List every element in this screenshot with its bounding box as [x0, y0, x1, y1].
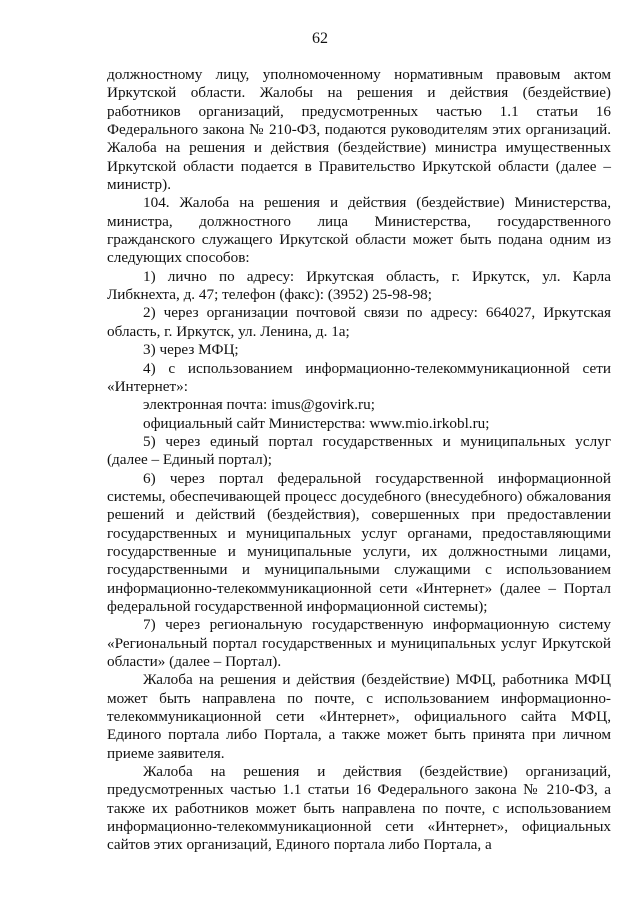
list-item-5: 5) через единый портал государственных и муниципальных услуг (далее – Единый портал);	[107, 432, 611, 469]
paragraph-continuation: должностному лицу, уполномоченному нормативным правовым актом Иркутской области. Жалобы на решения и действия (бездействие) работников организаций, предусмотренных частью 1.1 статьи 16 Федерального закона № 210-ФЗ, подаются руководителям этих организаций. Жалоба на решения и действия (бездействие) министра имущественных Иркутской области подается в Правительство Иркутской области (далее – министр).	[107, 66, 611, 194]
paragraph-104: 104. Жалоба на решения и действия (бездействие) Министерства, министра, должностного лица Министерства, государственного гражданского служащего Иркутской области может быть подана одним из следующих способов:	[107, 194, 611, 267]
list-item-6: 6) через портал федеральной государственной информационной системы, обеспечивающей процесс досудебного (внесудебного) обжалования решений и действий (бездействия), совершенных при предоставлении государственных и муниципальных услуг органами, предоставляющими государственные и муниципальные услуги, их должностными лицами, государственными и муниципальными служащими с использованием информационно-телекоммуникационной сети «Интернет» (далее – Портал федеральной государственной информационной системы);	[107, 469, 611, 615]
list-item-4: 4) с использованием информационно-телекоммуникационной сети «Интернет»:	[107, 359, 611, 395]
paragraph-organizations-complaint: Жалоба на решения и действия (бездействие) организаций, предусмотренных частью 1.1 статьи 16 Федерального закона № 210-ФЗ, а также их работников может быть направлена по почте, с использованием информационно-телекоммуникационной сети «Интернет», официальных сайтов этих организаций, Единого портала либо Портала, а	[107, 763, 611, 854]
email-line: электронная почта: imus@govirk.ru;	[143, 396, 375, 414]
list-item-3: 3) через МФЦ;	[143, 341, 239, 359]
list-item-2: 2) через организации почтовой связи по адресу: 664027, Иркутская область, г. Иркутск, ул. Ленина, д. 1а;	[107, 304, 611, 340]
list-item-7: 7) через региональную государственную информационную систему «Региональный портал государственных и муниципальных услуг Иркутской области» (далее – Портал).	[107, 616, 611, 670]
document-body	[107, 66, 611, 855]
website-line: официальный сайт Министерства: www.mio.irkobl.ru;	[143, 414, 490, 432]
paragraph-mfc-complaint: Жалоба на решения и действия (бездействие) МФЦ, работника МФЦ может быть направлена по почте, с использованием информационно-телекоммуникационной сети «Интернет», официального сайта МФЦ, Единого портала либо Портала, а также может быть принята при личном приеме заявителя.	[107, 671, 611, 762]
list-item-1: 1) лично по адресу: Иркутская область, г. Иркутск, ул. Карла Либкнехта, д. 47; телефон (факс): (3952) 25-98-98;	[107, 267, 611, 304]
page-number: 62	[312, 30, 328, 47]
